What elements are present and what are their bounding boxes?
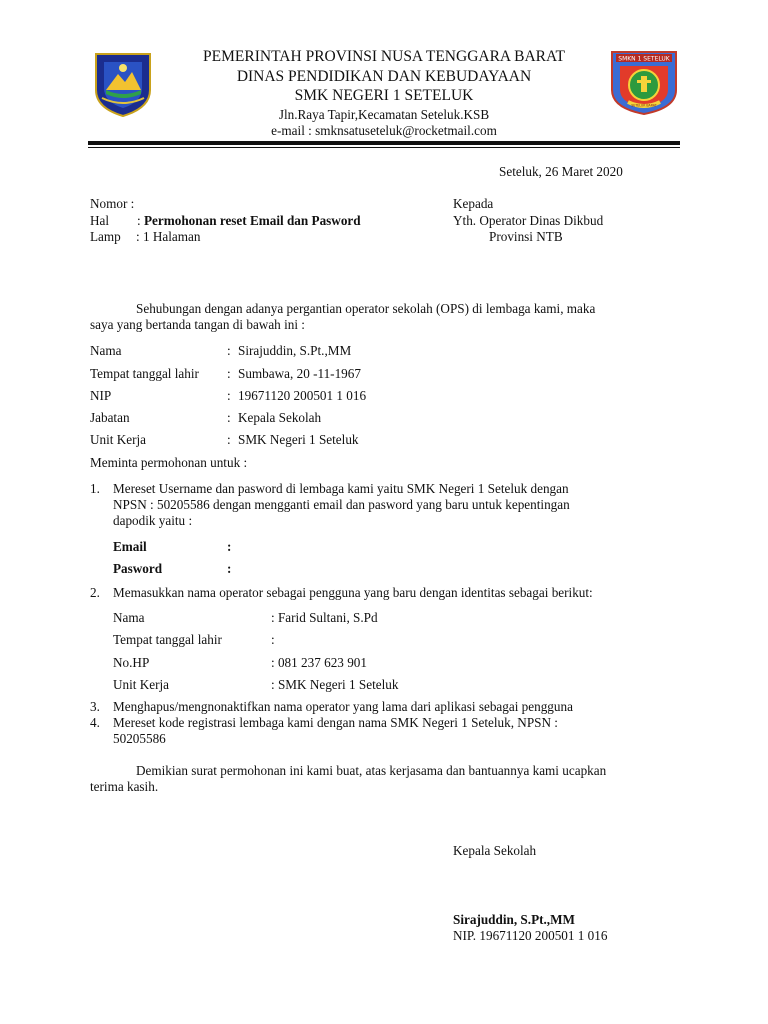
- email-separator: :: [227, 539, 232, 554]
- school-logo: [608, 48, 680, 116]
- operator-value: : Farid Sultani, S.Pd: [271, 610, 378, 625]
- email-label: Email: [113, 539, 147, 554]
- item-1-line-2: NPSN : 50205586 dengan mengganti email dan pasword yang baru untuk kepentingan: [113, 497, 570, 512]
- identity-colon: :: [227, 343, 231, 358]
- hal-value: Permohonan reset Email dan Pasword: [144, 213, 361, 228]
- recipient-line-2: Provinsi NTB: [489, 229, 563, 244]
- pasword-label: Pasword: [113, 561, 163, 576]
- recipient-line-1: Yth. Operator Dinas Dikbud: [453, 213, 604, 228]
- header-email: e-mail : smknsatuseteluk@rocketmail.com: [271, 123, 497, 138]
- item-1-line-1: Mereset Username dan pasword di lembaga kami yaitu SMK Negeri 1 Seteluk dengan: [113, 481, 569, 496]
- header-rule-thick: [88, 141, 680, 145]
- identity-colon: :: [227, 388, 231, 403]
- item-4-line-2: 50205586: [113, 731, 166, 746]
- closing-line-2: terima kasih.: [90, 779, 159, 794]
- header-line-2: DINAS PENDIDIKAN DAN KEBUDAYAAN: [236, 68, 532, 85]
- identity-label: Jabatan: [90, 410, 130, 425]
- item-4-number: 4.: [90, 715, 100, 730]
- header-address: Jln.Raya Tapir,Kecamatan Seteluk.KSB: [278, 107, 490, 122]
- identity-value: Sirajuddin, S.Pt.,MM: [238, 343, 352, 358]
- operator-value: : SMK Negeri 1 Seteluk: [271, 677, 399, 692]
- identity-value: SMK Negeri 1 Seteluk: [238, 432, 359, 447]
- lamp-label: Lamp: [90, 229, 121, 244]
- operator-label: No.HP: [113, 655, 150, 670]
- recipient-kepada: Kepada: [453, 196, 494, 211]
- item-2-text: Memasukkan nama operator sebagai pengguna yang baru dengan identitas sebagai berikut:: [113, 585, 593, 600]
- hal-separator: :: [137, 213, 141, 228]
- operator-label: Nama: [113, 610, 145, 625]
- item-4-line-1: Mereset kode registrasi lembaga kami dengan nama SMK Negeri 1 Seteluk, NPSN :: [113, 715, 558, 730]
- identity-value: Kepala Sekolah: [238, 410, 322, 425]
- opening-line-2: saya yang bertanda tangan di bawah ini :: [90, 317, 305, 332]
- operator-value: :: [271, 632, 275, 647]
- identity-label: Unit Kerja: [90, 432, 147, 447]
- header-rule-thin: [88, 147, 680, 148]
- identity-colon: :: [227, 432, 231, 447]
- signature-nip: NIP. 19671120 200501 1 016: [453, 928, 608, 943]
- item-1-line-3: dapodik yaitu :: [113, 513, 193, 528]
- closing-line-1: Demikian surat permohonan ini kami buat, atas kerjasama dan bantuannya kami ucapkan: [136, 763, 607, 778]
- identity-value: Sumbawa, 20 -11-1967: [238, 366, 361, 381]
- identity-value: 19671120 200501 1 016: [238, 388, 367, 403]
- identity-colon: :: [227, 366, 231, 381]
- operator-label: Tempat tanggal lahir: [113, 632, 222, 647]
- identity-colon: :: [227, 410, 231, 425]
- operator-value: : 081 237 623 901: [271, 655, 367, 670]
- letter-date: Seteluk, 26 Maret 2020: [499, 164, 623, 179]
- lamp-value: : 1 Halaman: [136, 229, 201, 244]
- signature-name: Sirajuddin, S.Pt.,MM: [453, 912, 575, 927]
- request-intro: Meminta permohonan untuk :: [90, 455, 248, 470]
- identity-label: NIP: [90, 388, 112, 403]
- header-line-1: PEMERINTAH PROVINSI NUSA TENGGARA BARAT: [203, 48, 565, 65]
- identity-label: Tempat tanggal lahir: [90, 366, 199, 381]
- item-2-number: 2.: [90, 585, 100, 600]
- operator-label: Unit Kerja: [113, 677, 170, 692]
- item-3-number: 3.: [90, 699, 100, 714]
- identity-label: Nama: [90, 343, 122, 358]
- header-line-3: SMK NEGERI 1 SETELUK: [294, 87, 474, 104]
- item-1-number: 1.: [90, 481, 100, 496]
- school-logo-text: SMKN 1 SETELUK: [618, 55, 670, 63]
- hal-label: Hal: [90, 213, 110, 228]
- school-logo-subtext: SETELUK BARAT: [631, 103, 657, 108]
- pasword-separator: :: [227, 561, 232, 576]
- item-3-text: Menghapus/mengnonaktifkan nama operator yang lama dari aplikasi sebagai pengguna: [113, 699, 573, 714]
- nomor-label: Nomor :: [90, 196, 135, 211]
- opening-line-1: Sehubungan dengan adanya pergantian operator sekolah (OPS) di lembaga kami, maka: [136, 301, 596, 316]
- signature-title: Kepala Sekolah: [453, 843, 537, 858]
